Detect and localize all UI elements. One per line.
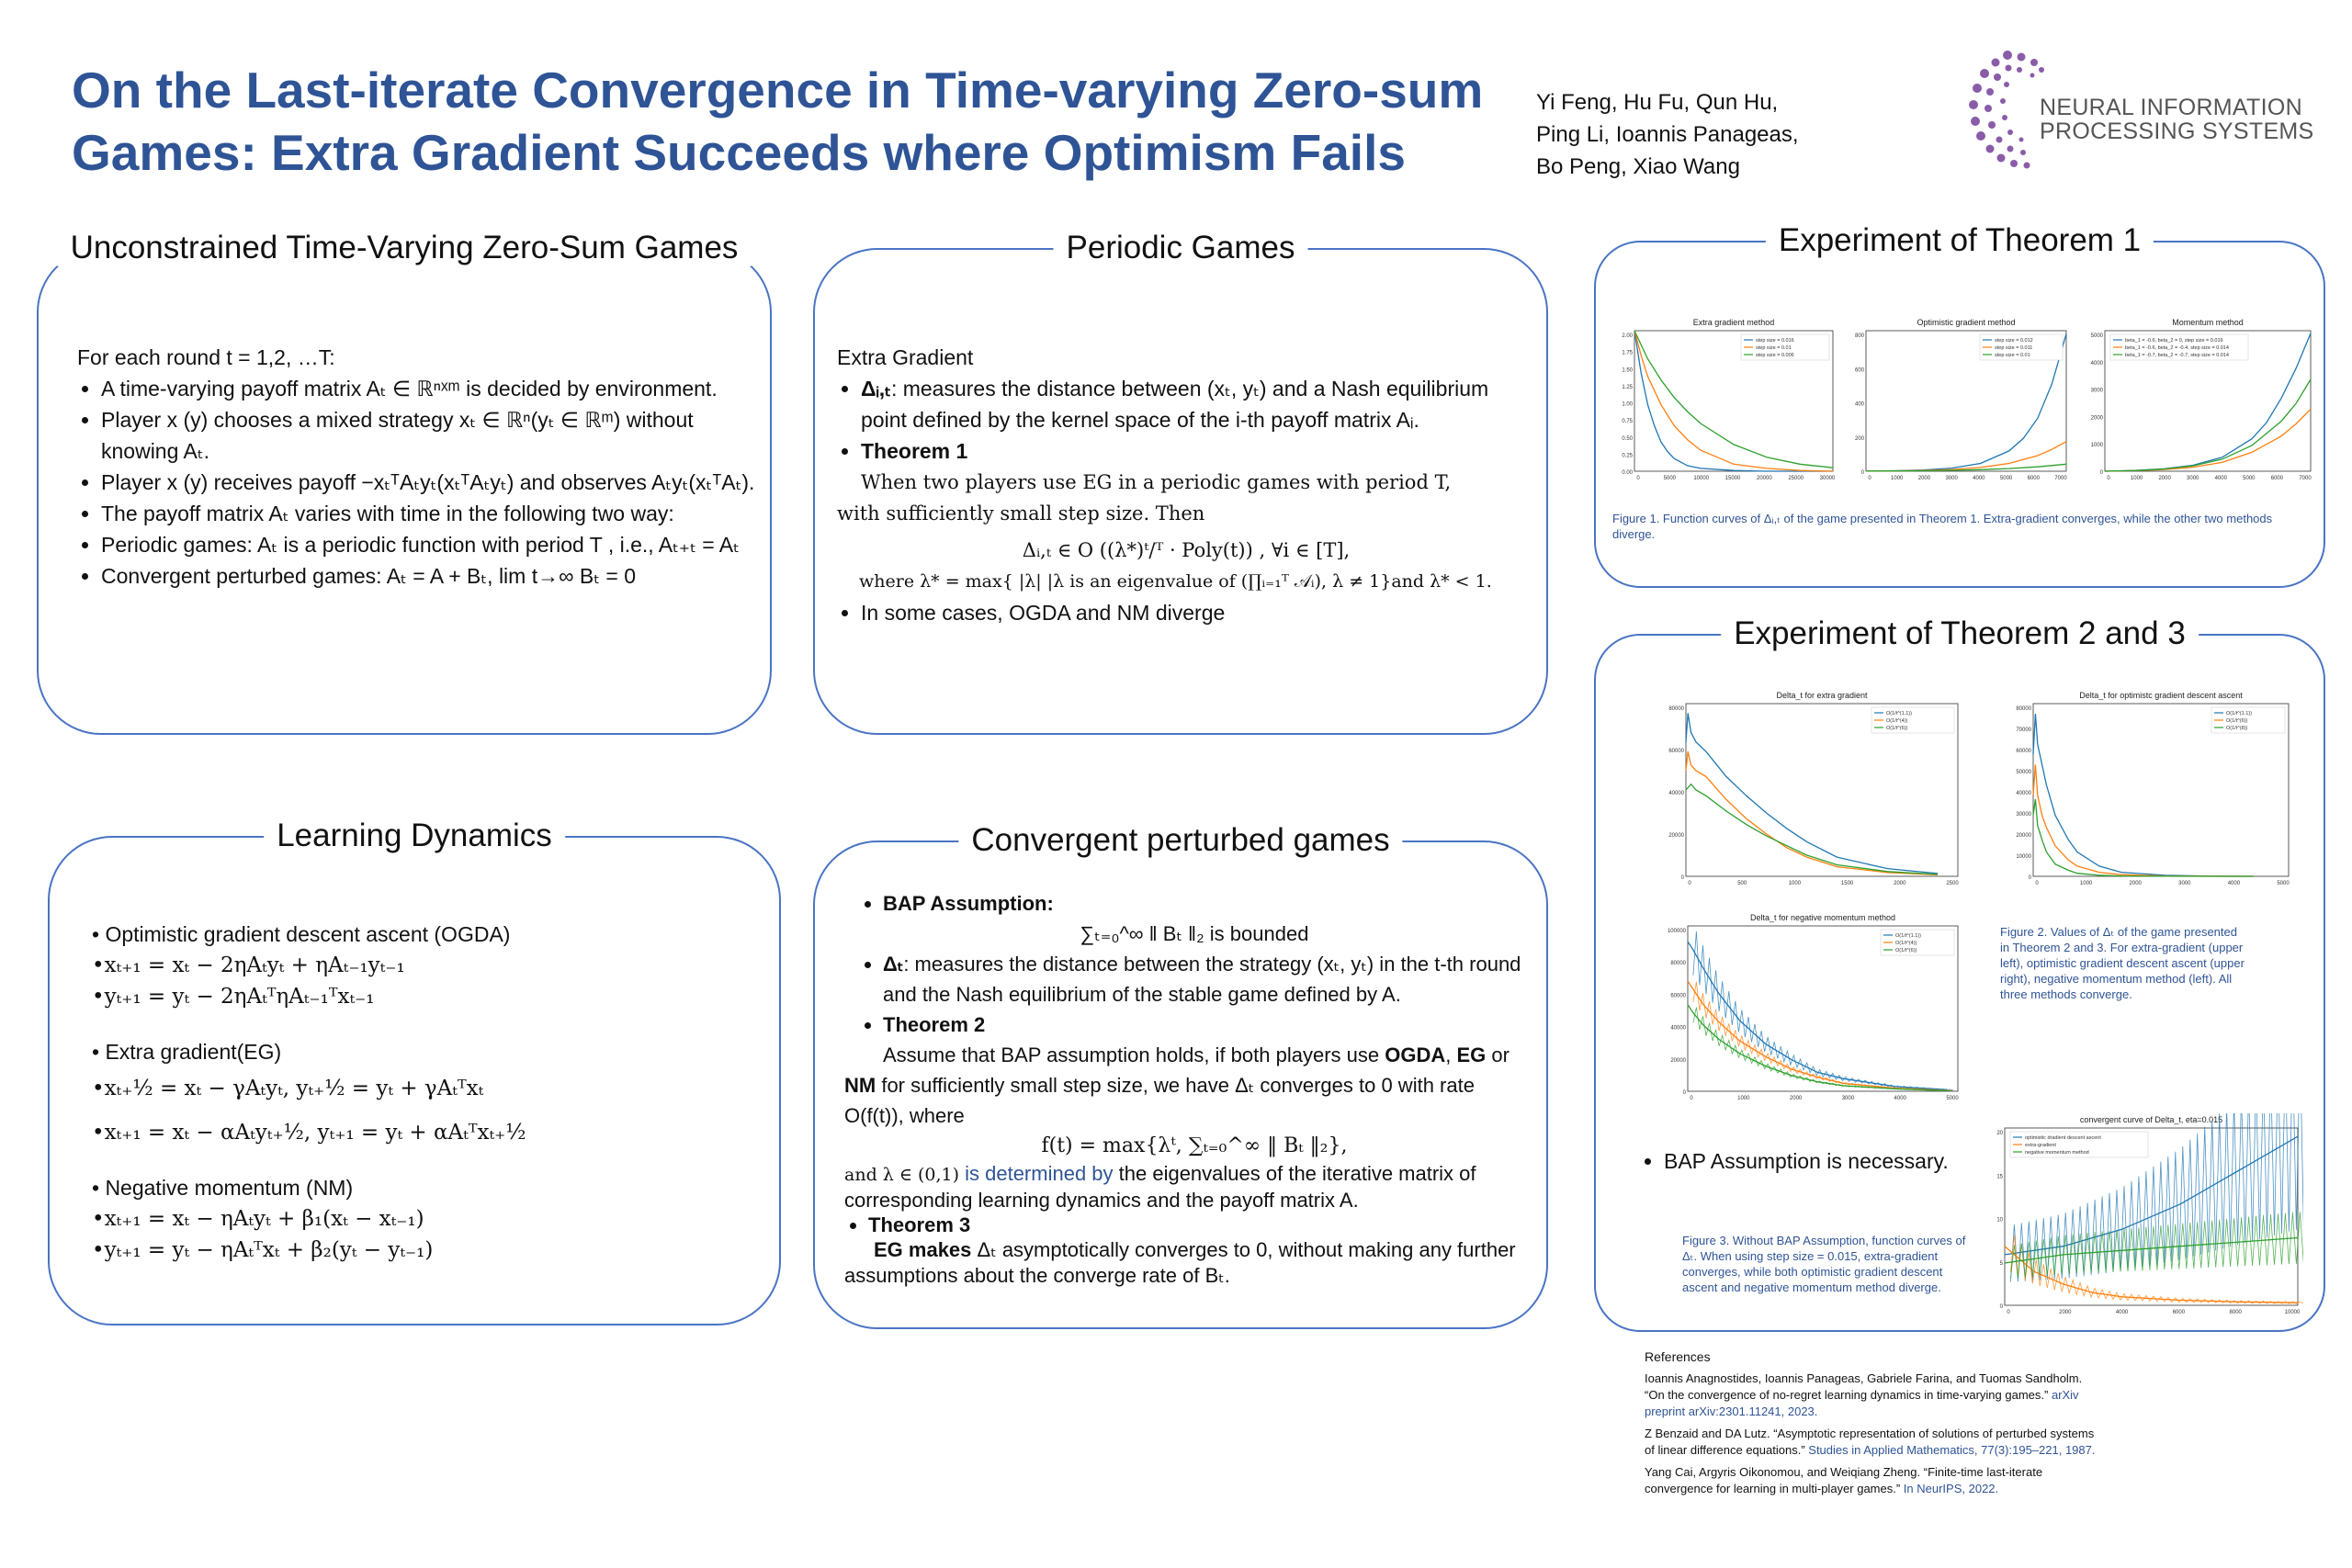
legend-box — [1871, 707, 1954, 733]
ogda-equation: •xₜ₊₁ = xₜ − 2ηAₜyₜ + ηAₜ₋₁yₜ₋₁ — [92, 953, 405, 977]
nm-heading: • Negative momentum (NM) — [92, 1176, 354, 1200]
x-tick-label: 0 — [2007, 1310, 2010, 1315]
neurips-logo — [1966, 44, 2315, 191]
x-tick-label: 2000 — [1917, 476, 1931, 481]
logo-text-line-2: PROCESSING SYSTEMS — [2040, 118, 2314, 144]
x-tick-label: 1000 — [1737, 1096, 1750, 1101]
y-tick-label: 70000 — [2016, 728, 2031, 733]
y-tick-label: 80000 — [1670, 961, 1686, 967]
y-tick-label: 0 — [1682, 1090, 1686, 1096]
delta-t-definition: : measures the distance between the strategy (xₜ, yₜ) in the t-th round and the Nash equilibrium of the stable game defined by A. — [883, 953, 1521, 1006]
reference-venue: arXiv preprint arXiv:2301.11241, 2023. — [1645, 1388, 2079, 1418]
nm-equation: •yₜ₊₁ = yₜ − ηAₜᵀxₜ + β₂(yₜ − yₜ₋₁) — [92, 1238, 434, 1262]
y-tick-label: 80000 — [2016, 706, 2031, 712]
x-tick-label: 5000 — [2277, 881, 2290, 886]
x-tick-label: 7000 — [2054, 476, 2067, 481]
y-tick-label: 30000 — [2016, 812, 2031, 818]
legend-label: beta_1 = -0.7, beta_2 = -0.7, step size = 0.014 — [2125, 353, 2229, 358]
y-tick-label: 0.75 — [1622, 419, 1633, 425]
legend-label: beta_1 = -0.6, beta_2 = -0.4, step size = 0.014 — [2125, 345, 2229, 351]
theorem-2-intro: Assume that BAP assumption holds, if both players use — [883, 1043, 1385, 1066]
x-tick-label: 1000 — [1891, 476, 1904, 481]
y-tick-label: 1.25 — [1622, 384, 1633, 390]
ogda-heading: • Optimistic gradient descent ascent (OGDA) — [92, 922, 511, 946]
chart-title: convergent curve of Delta_t, eta=0.015 — [2079, 1115, 2223, 1124]
bullet-item: • In some cases, OGDA and NM diverge — [861, 597, 1535, 628]
panel-title: Periodic Games — [1054, 230, 1308, 266]
periodic-body — [837, 342, 1535, 628]
y-tick-label: 3000 — [2090, 388, 2103, 394]
reference-item — [1645, 1464, 2104, 1497]
y-tick-label: 0.00 — [1622, 470, 1633, 476]
eg-equation: •xₜ₊½ = xₜ − γAₜyₜ, yₜ₊½ = yₜ + γAₜᵀxₜ — [92, 1077, 484, 1100]
chart-title: Momentum method — [2172, 318, 2244, 327]
x-tick-label: 2000 — [2059, 1310, 2072, 1315]
legend-label: O(1/t^(1.1)) — [2226, 711, 2252, 716]
unconstrained-games-panel — [37, 230, 772, 735]
x-tick-label: 2000 — [1894, 881, 1906, 886]
y-tick-label: 200 — [1854, 435, 1864, 442]
experiment-theorem-2-3-panel — [1594, 615, 2325, 1332]
y-tick-label: 40000 — [2016, 791, 2031, 796]
convergent-perturbed-panel — [813, 822, 1548, 1329]
x-tick-label: 0 — [1688, 881, 1691, 886]
line-chart — [1651, 689, 1963, 891]
legend-label: negative momentum method — [2025, 1150, 2089, 1156]
y-tick-label: 600 — [1854, 367, 1864, 374]
theorem-3-text — [844, 1237, 1530, 1289]
series-line — [2033, 799, 2254, 876]
title-line-2: Games: Extra Gradient Succeeds where Optimism Fails — [72, 124, 1406, 181]
chart-title: Optimistic gradient method — [1917, 318, 2016, 327]
y-tick-label: 60000 — [2016, 749, 2031, 754]
legend-label: extra-gradient — [2025, 1143, 2056, 1148]
theorem-2-lambda — [844, 1161, 1530, 1213]
or-term: or — [1486, 1043, 1510, 1066]
series-line — [2033, 714, 2254, 876]
chart-title: Delta_t for extra gradient — [1776, 691, 1868, 700]
panel-title: Unconstrained Time-Varying Zero-Sum Games — [58, 230, 752, 266]
line-chart — [1977, 1113, 2303, 1320]
x-tick-label: 5000 — [1663, 476, 1677, 481]
x-tick-label: 500 — [1737, 881, 1747, 886]
x-tick-label: 3000 — [1841, 1096, 1855, 1101]
bullet-item: • Player x (y) receives payoff −xₜᵀAₜyₜ(xₜᵀAₜyₜ) and observes Aₜyₜ(xₜᵀAₜ). — [101, 467, 757, 498]
legend-label: O(1/t^(4)) — [1886, 718, 1908, 724]
y-tick-label: 5 — [1999, 1260, 2003, 1267]
y-tick-label: 0.50 — [1622, 435, 1633, 442]
learning-dynamics-panel — [48, 818, 781, 1325]
bullet-item — [861, 373, 1535, 435]
eg-heading: • Extra gradient(EG) — [92, 1040, 282, 1064]
y-tick-label: 1.00 — [1622, 401, 1633, 408]
y-tick-label: 0 — [1999, 1304, 2003, 1310]
legend-label: optimistic dradient descent ascent — [2025, 1135, 2101, 1141]
y-tick-label: 0 — [1680, 875, 1684, 881]
reference-venue: Studies in Applied Mathematics, 77(3):195–221, 1987. — [1804, 1443, 2096, 1457]
panel-title: Experiment of Theorem 2 and 3 — [1721, 615, 2199, 652]
y-tick-label: 50000 — [2016, 770, 2031, 775]
y-tick-label: 0 — [1860, 470, 1864, 476]
eg-makes: EG makes — [874, 1238, 972, 1261]
learning-body — [92, 919, 753, 1266]
x-tick-label: 5000 — [1999, 476, 2013, 481]
y-tick-label: 20 — [1996, 1131, 2003, 1136]
x-tick-label: 2000 — [2129, 881, 2142, 886]
author-line: Yi Feng, Hu Fu, Qun Hu, — [1536, 90, 1779, 115]
line-chart — [2081, 316, 2316, 486]
y-tick-label: 20000 — [2016, 833, 2031, 839]
theorem-1-where: where λ* = max{ |λ| |λ is an eigenvalue of (∏ᵢ₌₁ᵀ 𝒜ᵢ), λ ≠ 1}and λ* < 1. — [859, 571, 1492, 592]
figure-3-caption: Figure 3. Without BAP Assumption, function curves of Δₜ. When using step size = 0.015, extra-gradient converges, while both optimistic gradient descent ascent and negative momentum method diverge. — [1682, 1234, 1966, 1294]
legend-label: O(1/t^(1.1)) — [1886, 711, 1912, 716]
y-tick-label: 80000 — [1668, 706, 1684, 712]
x-tick-label: 8000 — [2229, 1310, 2242, 1315]
authors — [1536, 86, 1799, 183]
bap-equation: ∑ₜ₌₀^∞ ‖ Bₜ ‖₂ is bounded — [1080, 922, 1309, 945]
x-tick-label: 2000 — [2158, 476, 2171, 481]
y-tick-label: 20000 — [1668, 833, 1684, 839]
figure-2-caption: Figure 2. Values of Δₜ of the game presented in Theorem 2 and 3. For extra-gradient (upper left), optimistic gradient descent ascent (upper right), negative momentum method (left). All three methods converge. — [2000, 925, 2245, 1001]
theorem-2-text: Assume that BAP assumption holds, if both players use OGDA, EG or NM for sufficiently small step size, we have Δₜ converges to 0 with rate O(f(t)), where — [844, 1043, 1510, 1127]
series-line — [1686, 713, 1938, 874]
x-tick-label: 1000 — [2130, 476, 2143, 481]
x-tick-label: 1000 — [2079, 881, 2093, 886]
neurips-dots-icon — [1966, 44, 2049, 191]
y-tick-label: 40000 — [1668, 791, 1684, 796]
chart-title: Extra gradient method — [1692, 318, 1775, 327]
x-tick-label: 30000 — [1819, 476, 1836, 481]
x-tick-label: 10000 — [1693, 476, 1710, 481]
theorem-2-eigen: the eigenvalues of the iterative matrix of corresponding learning dynamics and the payoff matrix A. — [844, 1162, 1476, 1212]
x-tick-label: 10000 — [2284, 1310, 2301, 1315]
y-tick-label: 2000 — [2090, 415, 2103, 422]
x-tick-label: 4000 — [2227, 881, 2241, 886]
y-tick-label: 0 — [2099, 470, 2103, 476]
perturbed-body — [844, 888, 1530, 1289]
x-tick-label: 4000 — [2115, 1310, 2129, 1315]
legend-label: O(1/t^(4)) — [1895, 941, 1917, 946]
bullet-item — [883, 888, 1530, 919]
delta-definition: : measures the distance between (xₜ, yₜ) and a Nash equilibrium point defined by the kernel space of the i-th payoff matrix Aᵢ. — [861, 377, 1489, 432]
references-heading: References — [1645, 1349, 1711, 1364]
theorem-3-label: Theorem 3 — [868, 1213, 971, 1236]
y-tick-label: 1000 — [2090, 443, 2103, 449]
x-tick-label: 25000 — [1788, 476, 1804, 481]
reference-venue: In NeurIPS, 2022. — [1900, 1482, 1999, 1495]
theorem-1-text-2: with sufficiently small step size. Then — [837, 502, 1205, 525]
x-tick-label: 5000 — [2243, 476, 2256, 481]
x-tick-label: 15000 — [1724, 476, 1741, 481]
y-tick-label: 4000 — [2090, 360, 2103, 367]
chart-legend — [1980, 334, 2063, 360]
y-tick-label: 15 — [1996, 1174, 2003, 1180]
series-line — [2105, 379, 2311, 471]
x-tick-label: 6000 — [2172, 1310, 2186, 1315]
bullet-item — [861, 435, 1535, 467]
eg-term: EG — [1456, 1043, 1487, 1066]
panel-title: Convergent perturbed games — [958, 822, 1402, 859]
x-tick-label: 0 — [1690, 1096, 1693, 1101]
experiment-theorem-1-panel — [1594, 222, 2325, 588]
legend-label: O(1/t^(1.1)) — [1895, 933, 1921, 939]
x-tick-label: 0 — [2035, 881, 2039, 886]
x-tick-label: 6000 — [2027, 476, 2040, 481]
theorem-2-equation: f(t) = max{λᵗ, ∑ₜ₌₀^∞ ‖ Bₜ ‖₂}, — [1041, 1134, 1348, 1157]
line-chart — [1651, 911, 1963, 1106]
ogda-term: OGDA — [1385, 1043, 1446, 1066]
periodic-games-panel — [813, 230, 1548, 735]
legend-label: O(1/t^(8)) — [2226, 726, 2248, 731]
x-tick-label: 1500 — [1840, 881, 1854, 886]
unconstrained-body — [77, 342, 757, 592]
delta-t-label: Δₜ — [883, 953, 904, 976]
y-tick-label: 40000 — [1670, 1025, 1686, 1032]
is-determined-by: is determined by — [959, 1162, 1114, 1185]
theorem-2-label: Theorem 2 — [883, 1013, 986, 1036]
line-chart — [2000, 689, 2294, 891]
legend-label: beta_1 = -0.6, beta_2 = 0, step size = 0.016 — [2125, 338, 2223, 344]
y-tick-label: 0 — [2028, 875, 2031, 881]
x-tick-label: 2000 — [1789, 1096, 1803, 1101]
bullet-item: • The payoff matrix Aₜ varies with time in the following two way: — [101, 498, 757, 529]
chart-legend — [2010, 1132, 2148, 1157]
series-oscillation — [1693, 982, 1953, 1090]
bullet-item: • Periodic games: Aₜ is a periodic function with period T , i.e., Aₜ₊ₜ = Aₜ — [101, 529, 757, 560]
figure-1-caption: Figure 1. Function curves of Δᵢ,ₜ of the game presented in Theorem 1. Extra-gradient converges, while the other two methods diverge. — [1612, 512, 2273, 541]
delta-label: Δᵢ,ₜ — [861, 377, 891, 400]
title-line-1: On the Last-iterate Convergence in Time-varying Zero-sum — [72, 62, 1484, 118]
x-tick-label: 0 — [1636, 476, 1640, 481]
nm-equation: •xₜ₊₁ = xₜ − ηAₜyₜ + β₁(xₜ − xₜ₋₁) — [92, 1207, 424, 1231]
extra-gradient-heading: Extra Gradient — [837, 345, 974, 369]
bap-label: BAP Assumption: — [883, 892, 1054, 915]
bullet-item: • A time-varying payoff matrix Aₜ ∈ ℝⁿˣᵐ is decided by environment. — [101, 373, 757, 404]
theorem-3-rest: Δₜ asymptotically converges to 0, without making any further assumptions about the converge rate of Bₜ. — [844, 1238, 1516, 1287]
chart-legend — [1741, 334, 1829, 360]
chart-legend — [2110, 334, 2248, 360]
reference-text: Ioannis Anagnostides, Ioannis Panageas, Gabriele Farina, and Tuomas Sandholm. “On the convergence of no-regret learning dynamics in time-varying games.” — [1645, 1371, 2083, 1402]
bullet-item: • Convergent perturbed games: Aₜ = A + Bₜ, lim t→∞ Bₜ = 0 — [101, 560, 757, 592]
bullet-item: • Player x (y) chooses a mixed strategy xₜ ∈ ℝⁿ(yₜ ∈ ℝᵐ) without knowing Aₜ. — [101, 404, 757, 467]
chart-legend — [1871, 707, 1954, 733]
x-tick-label: 4000 — [1973, 476, 1985, 481]
panel-title: Learning Dynamics — [264, 818, 565, 854]
y-tick-label: 0.25 — [1622, 453, 1633, 459]
y-tick-label: 400 — [1854, 401, 1864, 408]
series-line — [2033, 764, 2254, 876]
theorem-2-rest: for sufficiently small step size, we have Δₜ converges to 0 with rate O(f(t)), where — [844, 1074, 1475, 1127]
y-tick-label: 10000 — [2016, 854, 2031, 860]
chart-legend — [2211, 707, 2285, 733]
nm-term: NM — [844, 1074, 876, 1097]
panel-title: Experiment of Theorem 1 — [1766, 222, 2154, 259]
eg-equation: •xₜ₊₁ = xₜ − αAₜyₜ₊½, yₜ₊₁ = yₜ + αAₜᵀxₜ₊½ — [92, 1121, 526, 1145]
reference-item — [1645, 1371, 2104, 1420]
x-tick-label: 3000 — [2178, 881, 2191, 886]
bullet-item — [883, 1010, 1530, 1040]
lambda-range: and λ ∈ (0,1) — [844, 1165, 959, 1185]
y-tick-label: 1.75 — [1622, 350, 1633, 356]
x-tick-label: 5000 — [1946, 1096, 1959, 1101]
x-tick-label: 4000 — [1894, 1096, 1906, 1101]
line-chart — [1612, 316, 1838, 486]
round-intro: For each round t = 1,2, …T: — [77, 345, 335, 369]
legend-label: O(1/t^(6)) — [1895, 948, 1917, 953]
ogda-equation: •yₜ₊₁ = yₜ − 2ηAₜᵀηAₜ₋₁ᵀxₜ₋₁ — [92, 985, 375, 1009]
legend-label: step size = 0.01 — [1756, 345, 1792, 351]
author-line: Bo Peng, Xiao Wang — [1536, 154, 1740, 179]
y-tick-label: 100000 — [1667, 929, 1686, 934]
series-line — [1686, 784, 1938, 874]
legend-label: step size = 0.012 — [1995, 338, 2033, 344]
references — [1645, 1348, 2104, 1503]
y-tick-label: 60000 — [1668, 749, 1684, 754]
author-line: Ping Li, Ioannis Panageas, — [1536, 122, 1799, 147]
legend-label: step size = 0.006 — [1756, 353, 1794, 358]
poster-title — [72, 59, 1505, 184]
x-tick-label: 0 — [1868, 476, 1871, 481]
legend-label: step size = 0.016 — [1756, 338, 1794, 344]
reference-text: Yang Cai, Argyris Oikonomou, and Weiqiang Zheng. “Finite-time last-iterate convergence for learning in multi-player games.” — [1645, 1465, 2043, 1495]
chart-title: Delta_t for optimistc gradient descent ascent — [2079, 691, 2243, 700]
y-tick-label: 10 — [1996, 1217, 2003, 1224]
legend-label: step size = 0.01 — [1995, 353, 2030, 358]
theorem-1-label: Theorem 1 — [861, 439, 968, 463]
x-tick-label: 0 — [2107, 476, 2110, 481]
bap-note-list — [1640, 1146, 1949, 1176]
logo-text-line-1: NEURAL INFORMATION — [2040, 95, 2302, 120]
bullet-item — [868, 1213, 1530, 1237]
x-tick-label: 4000 — [2214, 476, 2227, 481]
y-tick-label: 2.00 — [1622, 333, 1633, 339]
x-tick-label: 1000 — [1788, 881, 1802, 886]
bap-note: • BAP Assumption is necessary. — [1664, 1146, 1949, 1176]
line-chart — [1846, 316, 2072, 486]
chart-legend — [1881, 930, 1954, 955]
reference-item — [1645, 1426, 2104, 1459]
y-tick-label: 1.50 — [1622, 367, 1633, 374]
legend-label: O(1/t^(6)) — [1886, 726, 1908, 731]
chart-title: Delta_t for negative momentum method — [1749, 913, 1896, 922]
x-tick-label: 3000 — [1945, 476, 1958, 481]
x-tick-label: 2500 — [1946, 881, 1959, 886]
y-tick-label: 5000 — [2090, 333, 2103, 339]
legend-label: O(1/t^(6)) — [2226, 718, 2248, 724]
x-tick-label: 7000 — [2299, 476, 2312, 481]
x-tick-label: 20000 — [1756, 476, 1772, 481]
y-tick-label: 60000 — [1670, 993, 1686, 999]
y-tick-label: 800 — [1854, 333, 1864, 339]
theorem-1-text-1: When two players use EG in a periodic games with period T, — [861, 471, 1452, 493]
reference-text: Z Benzaid and DA Lutz. “Asymptotic representation of solutions of perturbed systems of linear difference equations.” — [1645, 1427, 2095, 1457]
theorem-1-equation: Δᵢ,ₜ ∈ O ((λ*)ᵗ/ᵀ · Poly(t)) , ∀i ∈ [T], — [1022, 539, 1351, 561]
legend-label: step size = 0.011 — [1995, 345, 2033, 351]
x-tick-label: 6000 — [2270, 476, 2284, 481]
x-tick-label: 3000 — [2187, 476, 2199, 481]
series-line — [1688, 942, 1948, 1089]
bullet-item — [883, 949, 1530, 1010]
y-tick-label: 20000 — [1670, 1057, 1686, 1064]
